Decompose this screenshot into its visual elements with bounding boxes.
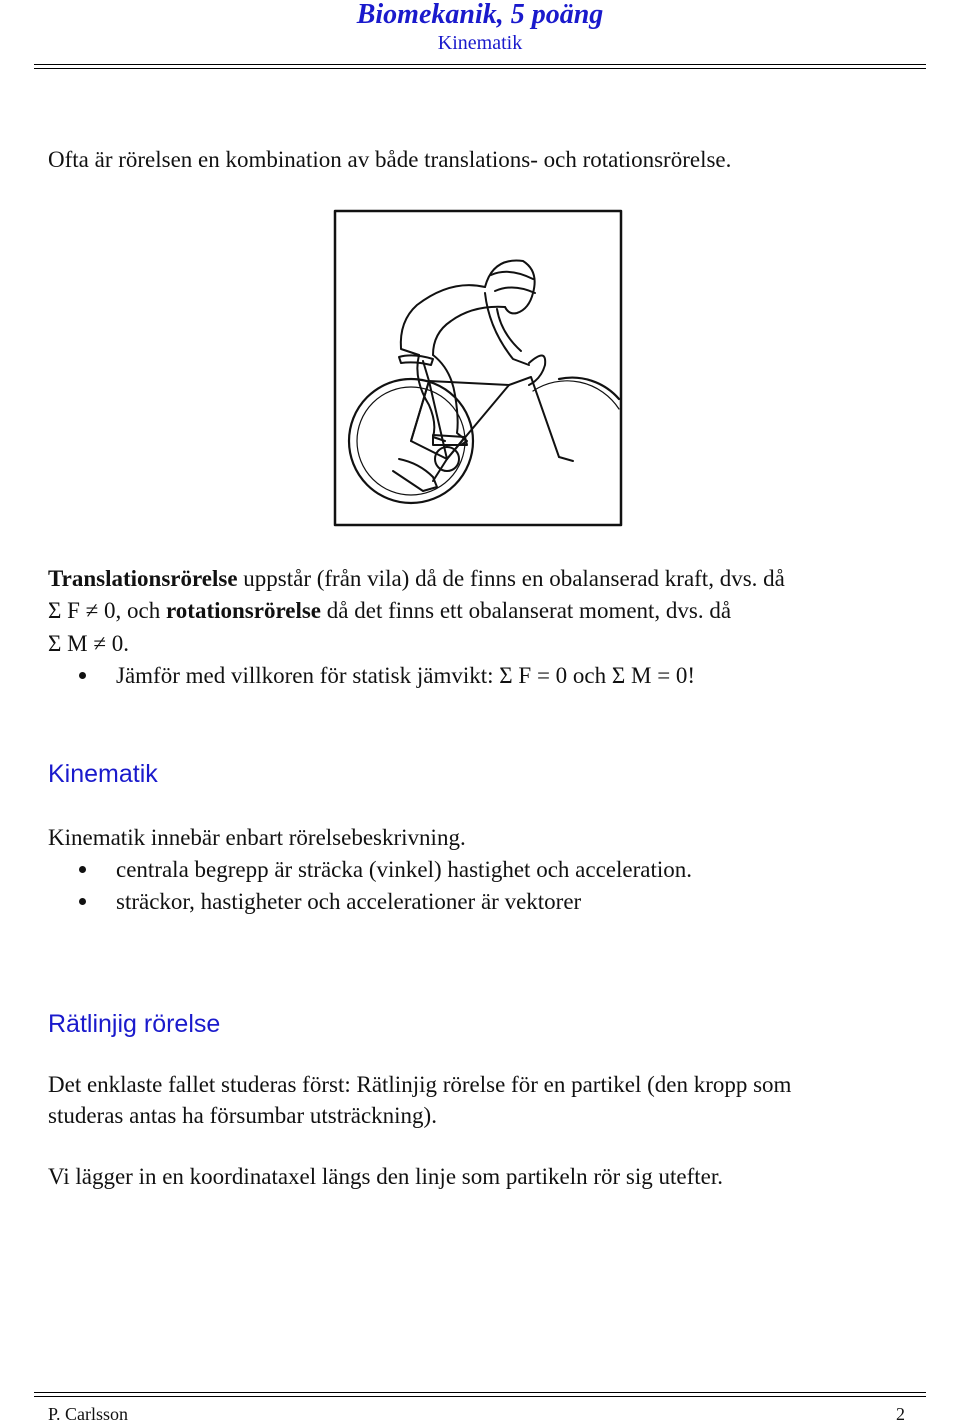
document-title: Biomekanik, 5 poäng bbox=[356, 0, 604, 30]
bullet-text: sträckor, hastigheter och accelerationer är vektorer bbox=[116, 889, 582, 914]
translation-line-2 bbox=[48, 595, 731, 626]
footer-rule-secondary bbox=[34, 1396, 926, 1397]
footer-author: P. Carlsson bbox=[48, 1404, 129, 1424]
translation-line-2-text: då det finns ett obalanserat moment, dvs. då bbox=[321, 598, 732, 623]
header-rule bbox=[34, 64, 926, 65]
ratlinjig-paragraph-2: Vi lägger in en koordinataxel längs den linje som partikeln rör sig utefter. bbox=[48, 1164, 724, 1189]
intro-paragraph: Ofta är rörelsen en kombination av både translations- och rotationsrörelse. bbox=[48, 147, 732, 172]
bullet-item bbox=[80, 854, 692, 885]
section-heading-kinematik: Kinematik bbox=[48, 760, 158, 788]
cyclist-drawing-icon bbox=[333, 209, 623, 527]
bullet-text: centrala begrepp är sträcka (vinkel) hastighet och acceleration. bbox=[116, 857, 692, 882]
document-subtitle: Kinematik bbox=[437, 32, 523, 54]
ratlinjig-paragraph-line-1: Det enklaste fallet studeras först: Rätlinjig rörelse för en partikel (den kropp som bbox=[48, 1072, 792, 1097]
translation-line-3: Σ M ≠ 0. bbox=[48, 631, 129, 656]
bullet-text: Jämför med villkoren för statisk jämvikt: Σ F = 0 och Σ M = 0! bbox=[116, 663, 696, 688]
bullet-icon bbox=[79, 672, 86, 679]
page-number: 2 bbox=[896, 1404, 905, 1424]
term-translationsrorelse: Translationsrörelse bbox=[48, 566, 238, 591]
translation-line-1-text: uppstår (från vila) då de finns en obalanserad kraft, dvs. då bbox=[237, 566, 785, 591]
ratlinjig-paragraph-line-2: studeras antas ha försumbar utsträckning). bbox=[48, 1103, 437, 1128]
bullet-icon bbox=[79, 866, 86, 873]
kinematik-paragraph: Kinematik innebär enbart rörelsebeskrivning. bbox=[48, 825, 466, 850]
footer-rule bbox=[34, 1392, 926, 1393]
translation-line-2-prefix: Σ F ≠ 0, och bbox=[48, 598, 167, 623]
bullet-icon bbox=[79, 898, 86, 905]
bullet-item bbox=[80, 660, 695, 691]
section-heading-ratlinjig-rorelse: Rätlinjig rörelse bbox=[48, 1010, 221, 1038]
header-rule-secondary bbox=[34, 68, 926, 69]
translation-line-1 bbox=[48, 563, 785, 594]
bullet-item bbox=[80, 886, 581, 917]
term-rotationsrorelse: rotationsrörelse bbox=[166, 598, 322, 623]
